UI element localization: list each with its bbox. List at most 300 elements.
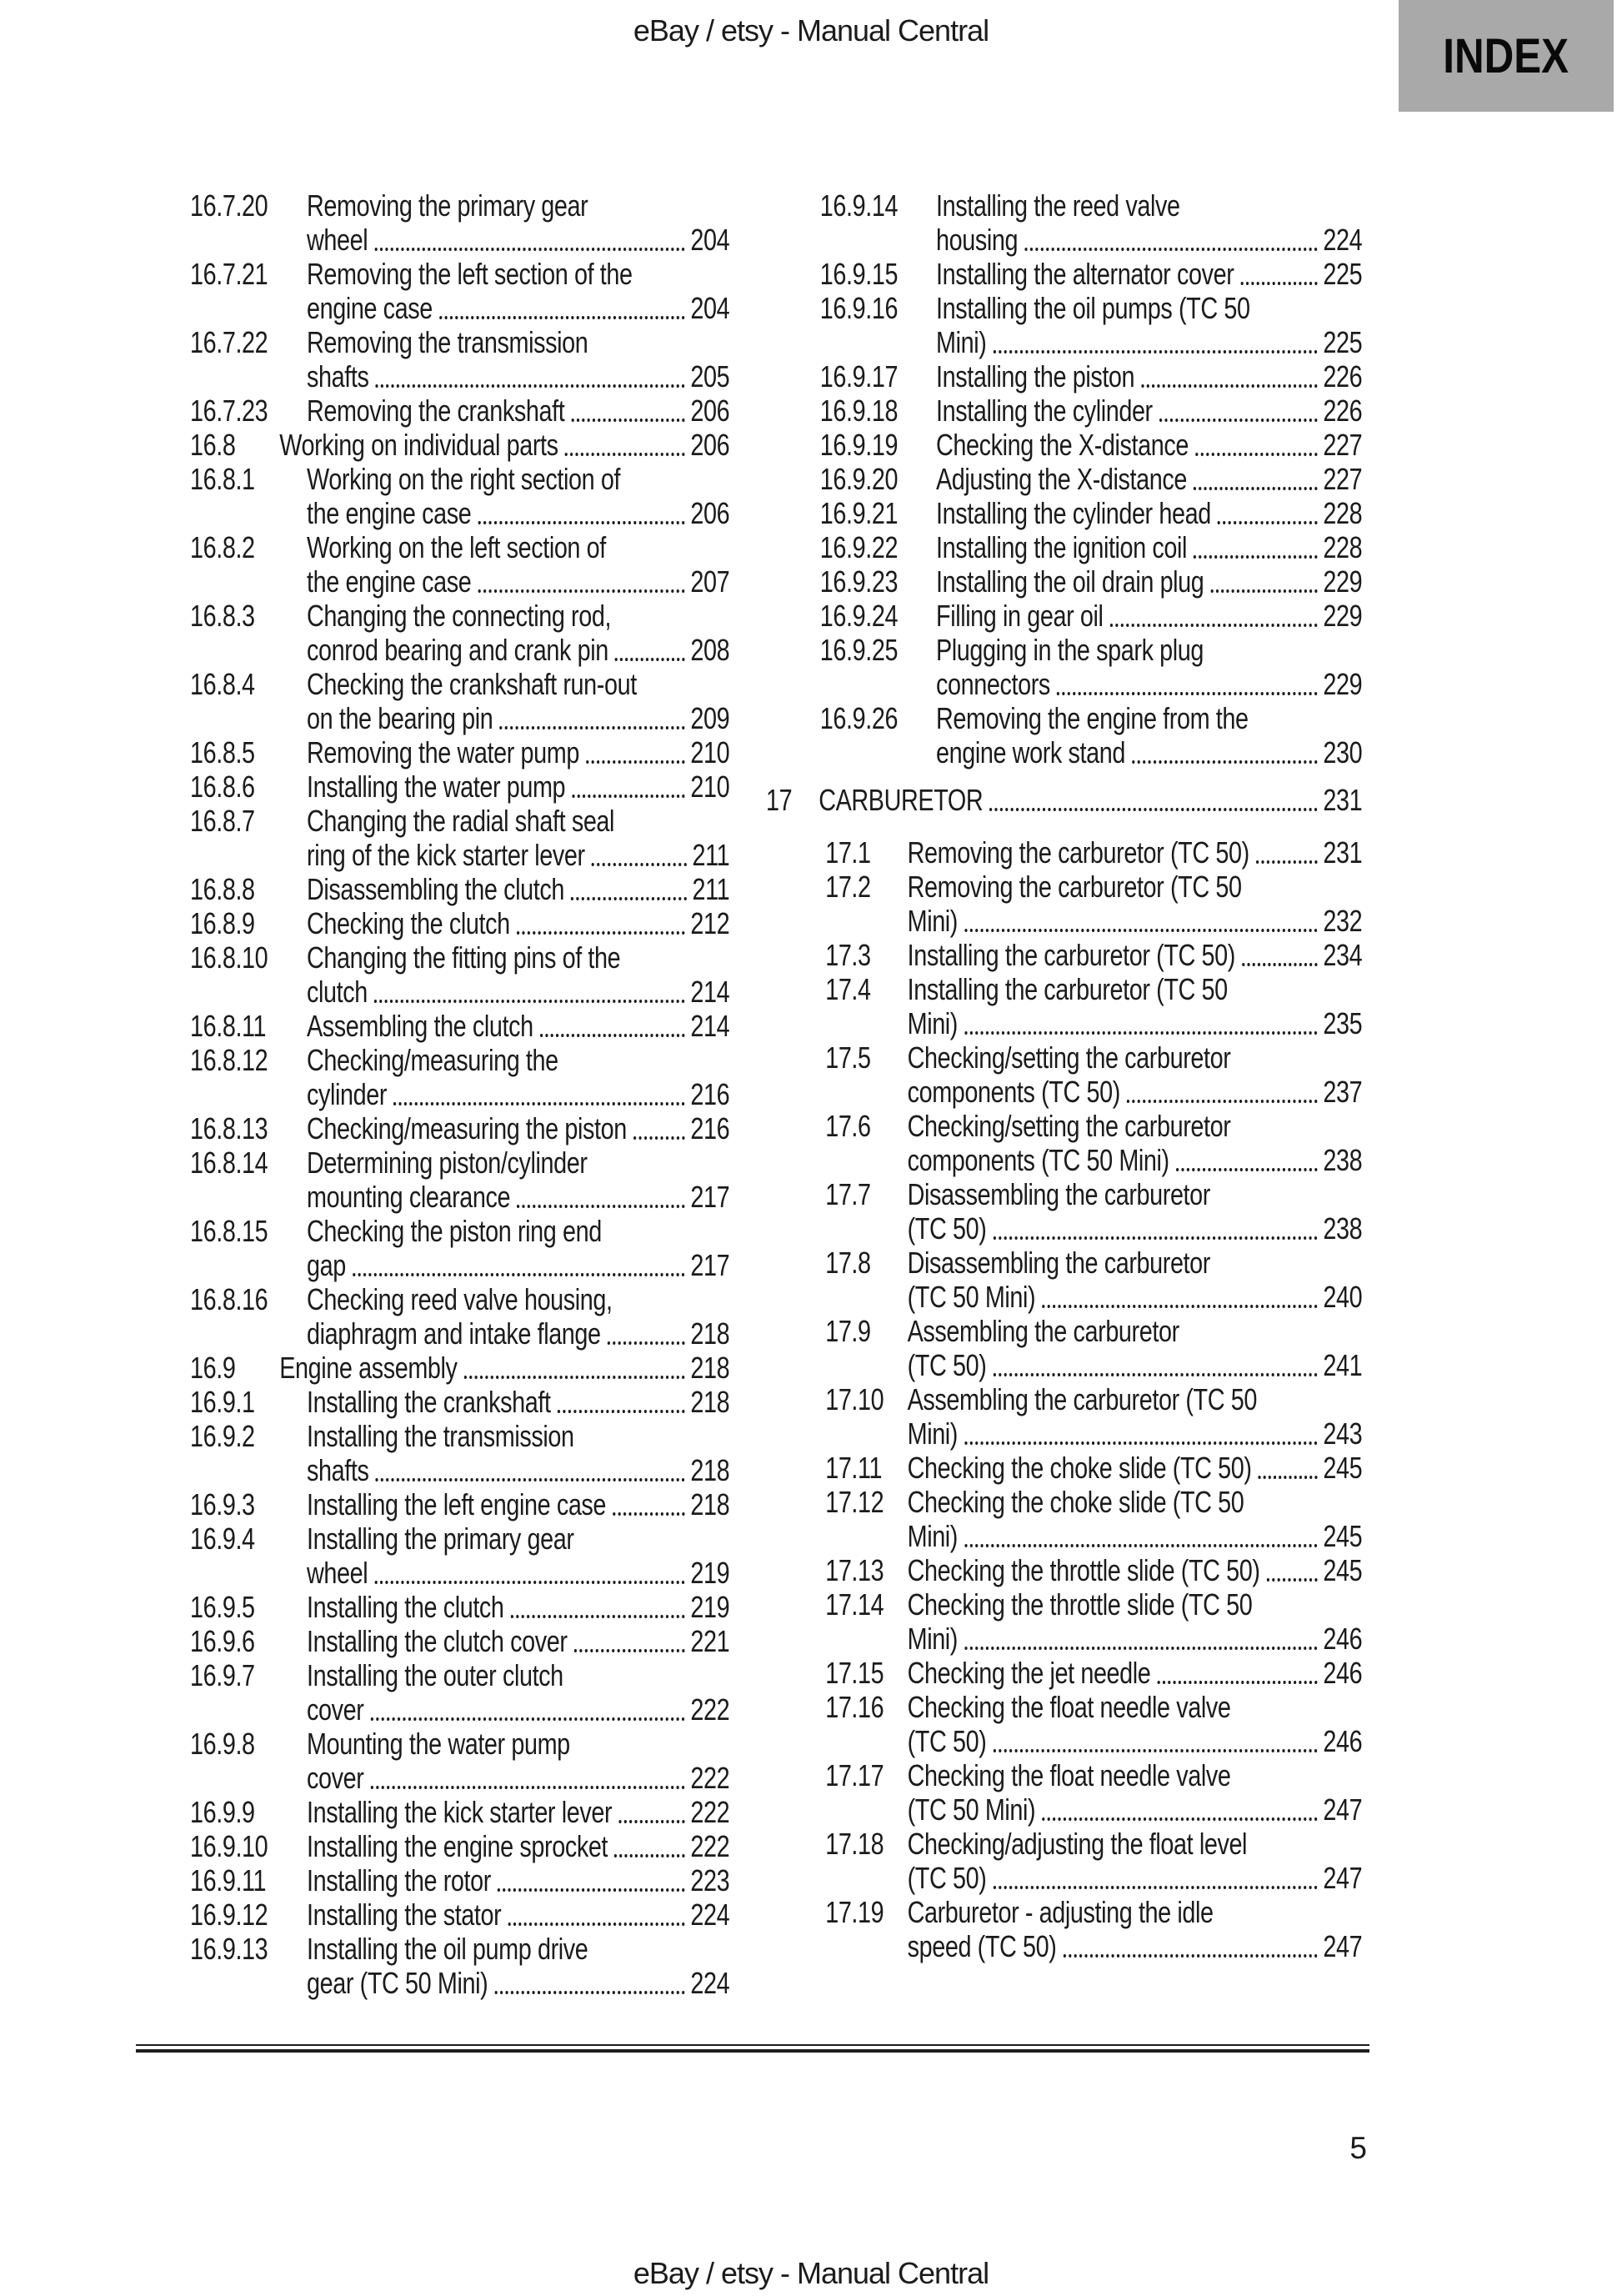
toc-entry-title: Adjusting the X-distance xyxy=(936,462,1187,496)
toc-entry-number: 16.9.9 xyxy=(190,1795,255,1829)
dot-leader xyxy=(517,931,685,935)
dot-leader xyxy=(1127,1100,1318,1103)
toc-entry-number: 16.9.14 xyxy=(819,188,899,223)
toc-entry-page: 206 xyxy=(690,394,730,428)
dot-leader xyxy=(1157,1681,1318,1684)
toc-entry xyxy=(190,257,729,325)
toc-entry-number: 16.9.7 xyxy=(190,1658,255,1692)
dot-leader xyxy=(1240,282,1318,285)
toc-entry-title: Checking/setting the carburetor xyxy=(907,1040,1231,1075)
toc-entry-title: Installing the primary gear xyxy=(307,1521,574,1556)
toc-entry-number: 16.9.19 xyxy=(819,428,899,462)
toc-entry-number: 16.9.20 xyxy=(819,462,899,496)
toc-entry-page: 216 xyxy=(690,1077,730,1111)
toc-entry-title: Checking the jet needle xyxy=(907,1656,1151,1690)
toc-entry-title: Removing the carburetor (TC 50 xyxy=(907,870,1242,904)
toc-entry-title: Removing the primary gear xyxy=(307,188,588,223)
toc-entry-number: 16.8.11 xyxy=(190,1009,267,1043)
toc-entry-title: Installing the engine sprocket xyxy=(307,1829,608,1863)
toc-entry xyxy=(190,1521,729,1590)
toc-entry xyxy=(190,906,729,940)
toc-entry-title: cover xyxy=(307,1692,364,1727)
dot-leader xyxy=(540,1034,685,1037)
toc-entry-title: Installing the cylinder head xyxy=(936,496,1211,530)
toc-entry-number: 16.9.11 xyxy=(190,1863,267,1897)
dot-leader xyxy=(571,419,685,422)
toc-entry-title: cylinder xyxy=(307,1077,388,1111)
dot-leader xyxy=(964,1441,1318,1445)
toc-entry-title: (TC 50) xyxy=(907,1861,987,1895)
toc-entry-page: 204 xyxy=(690,291,730,325)
dot-leader xyxy=(614,1854,685,1857)
toc-entry-title: Mini) xyxy=(907,1006,958,1040)
toc-entry-title: Removing the engine from the xyxy=(936,701,1249,735)
toc-entry-title: Mounting the water pump xyxy=(307,1727,570,1761)
toc-entry-title: shafts xyxy=(307,359,369,394)
toc-entry-title: Assembling the carburetor xyxy=(907,1314,1179,1348)
toc-entry-page: 218 xyxy=(690,1385,730,1419)
toc-entry-page: 214 xyxy=(690,975,730,1009)
toc-entry-title: gear (TC 50 Mini) xyxy=(307,1966,488,2000)
dot-leader xyxy=(374,1000,685,1003)
toc-entry-title: Engine assembly xyxy=(279,1351,458,1385)
toc-entry xyxy=(766,835,1362,870)
toc-entry-title: housing xyxy=(936,223,1019,257)
toc-entry-page: 225 xyxy=(1323,257,1363,291)
toc-entry-page: 227 xyxy=(1323,428,1363,462)
toc-entry-title: Disassembling the carburetor xyxy=(907,1246,1210,1280)
toc-entry-page: 210 xyxy=(690,735,730,770)
toc-entry-title: clutch xyxy=(307,975,368,1009)
dot-leader xyxy=(1194,487,1318,490)
toc-entry-page: 224 xyxy=(690,1966,730,2000)
toc-entry-number: 16.8.10 xyxy=(190,940,268,975)
dot-leader xyxy=(1195,453,1318,456)
toc-entry-title: the engine case xyxy=(307,496,472,530)
dot-leader xyxy=(1210,589,1318,593)
toc-entry-page: 222 xyxy=(690,1795,730,1829)
toc-entry xyxy=(190,1487,729,1521)
toc-entry-title: Changing the connecting rod, xyxy=(307,599,612,633)
toc-entry-number: 16.9.4 xyxy=(190,1521,255,1556)
toc-entry-title: Changing the radial shaft seal xyxy=(307,804,615,838)
toc-entry-title: Removing the left section of the xyxy=(307,257,633,291)
toc-entry-title: Working on individual parts xyxy=(279,428,558,462)
toc-entry-title: Checking the crankshaft run-out xyxy=(307,667,637,701)
toc-entry-page: 230 xyxy=(1323,735,1363,770)
dot-leader xyxy=(592,863,687,866)
toc-entry-number: 16.9.5 xyxy=(190,1590,255,1624)
toc-entry xyxy=(190,1624,729,1658)
toc-entry-page: 228 xyxy=(1323,496,1363,530)
toc-entry-title: Installing the left engine case xyxy=(307,1487,607,1521)
footer-title: eBay / etsy - Manual Central xyxy=(633,2256,989,2290)
toc-entry-number: 16.8.1 xyxy=(190,462,255,496)
toc-entry-number: 16.8.12 xyxy=(190,1043,268,1077)
toc-entry-number: 17.9 xyxy=(825,1314,871,1348)
toc-entry xyxy=(766,291,1362,359)
toc-entry-number: 16.8.2 xyxy=(190,530,255,564)
dot-leader xyxy=(375,384,685,388)
toc-entry-number: 17.1 xyxy=(825,835,871,870)
dot-leader xyxy=(608,1341,685,1345)
dot-leader xyxy=(989,808,1318,811)
toc-entry xyxy=(190,1658,729,1727)
toc-entry-page: 246 xyxy=(1323,1622,1363,1656)
toc-entry-title: the engine case xyxy=(307,564,472,599)
toc-entry xyxy=(190,428,729,462)
toc-entry-page: 223 xyxy=(690,1863,730,1897)
toc-entry-title: cover xyxy=(307,1761,364,1795)
toc-entry-number: 17.2 xyxy=(825,870,871,904)
dot-leader xyxy=(511,1615,685,1618)
toc-entry-number: 16.9.22 xyxy=(819,530,899,564)
dot-leader xyxy=(565,453,685,456)
toc-entry xyxy=(766,359,1362,394)
toc-entry-title: Removing the water pump xyxy=(307,735,579,770)
toc-entry-number: 16.9.23 xyxy=(819,564,899,599)
toc-entry xyxy=(766,1246,1362,1314)
toc-entry-page: 221 xyxy=(690,1624,730,1658)
toc-entry-page: 235 xyxy=(1323,1006,1363,1040)
toc-entry-title: mounting clearance xyxy=(307,1180,511,1214)
toc-entry xyxy=(766,1827,1362,1895)
toc-entry-page: 222 xyxy=(690,1761,730,1795)
toc-entry-number: 17.19 xyxy=(825,1895,884,1929)
toc-entry xyxy=(766,462,1362,496)
toc-entry-number: 17.17 xyxy=(825,1758,884,1792)
toc-entry-title: Mini) xyxy=(907,1416,958,1451)
dot-leader xyxy=(498,1888,685,1892)
dot-leader xyxy=(1194,555,1318,559)
toc-entry-title: (TC 50) xyxy=(907,1211,987,1246)
toc-entry xyxy=(766,701,1362,770)
toc-entry-page: 206 xyxy=(690,496,730,530)
toc-entry xyxy=(190,1897,729,1932)
dot-leader xyxy=(1267,1578,1318,1582)
toc-entry-number: 16.9.21 xyxy=(819,496,899,530)
toc-entry-title: Checking the choke slide (TC 50 xyxy=(907,1485,1244,1519)
toc-entry-title: Checking the clutch xyxy=(307,906,510,940)
toc-entry xyxy=(766,972,1362,1040)
toc-entry xyxy=(190,667,729,735)
toc-entry-title: Installing the carburetor (TC 50) xyxy=(907,938,1235,972)
toc-entry-number: 16.9.1 xyxy=(190,1385,255,1419)
dot-leader xyxy=(478,521,685,524)
toc-entry-title: components (TC 50 Mini) xyxy=(907,1143,1169,1177)
toc-entry-number: 16.7.22 xyxy=(190,325,268,359)
dot-leader xyxy=(1141,384,1318,388)
toc-entry-title: engine work stand xyxy=(936,735,1125,770)
toc-entry-title: Mini) xyxy=(907,1622,958,1656)
index-tab xyxy=(1399,0,1614,112)
toc-entry xyxy=(190,1351,729,1385)
toc-entry-number: 17.6 xyxy=(825,1109,871,1143)
toc-entry-number: 17.7 xyxy=(825,1177,871,1211)
toc-entry-number: 16.8.6 xyxy=(190,770,255,804)
toc-entry-title: Removing the transmission xyxy=(307,325,588,359)
toc-entry-page: 247 xyxy=(1323,1929,1363,1963)
toc-entry xyxy=(766,1758,1362,1827)
toc-entry-title: Assembling the carburetor (TC 50 xyxy=(907,1382,1257,1416)
dot-leader xyxy=(993,1886,1318,1889)
header-title: eBay / etsy - Manual Central xyxy=(633,13,989,48)
toc-entry xyxy=(766,938,1362,972)
toc-entry xyxy=(766,870,1362,938)
toc-entry-title: Installing the transmission xyxy=(307,1419,574,1453)
toc-entry-number: 16.8.15 xyxy=(190,1214,268,1248)
toc-entry-page: 231 xyxy=(1323,835,1363,870)
toc-entry xyxy=(766,428,1362,462)
toc-entry xyxy=(190,770,729,804)
toc-entry-number: 16.9.12 xyxy=(190,1897,268,1932)
dot-leader xyxy=(571,897,687,900)
toc-entry-number: 16.8 xyxy=(190,428,236,462)
toc-entry-title: Mini) xyxy=(907,904,958,938)
dot-leader xyxy=(1063,1954,1317,1958)
index-tab-label: INDEX xyxy=(1443,28,1569,83)
toc-entry-page: 229 xyxy=(1323,667,1363,701)
toc-entry xyxy=(190,1385,729,1419)
toc-entry xyxy=(190,1111,729,1145)
toc-entry-title: Disassembling the clutch xyxy=(307,872,564,906)
toc-entry xyxy=(190,599,729,667)
toc-entry-title: Installing the oil pumps (TC 50 xyxy=(936,291,1250,325)
dot-leader xyxy=(1259,1476,1318,1479)
dot-leader xyxy=(1242,963,1318,966)
dot-leader xyxy=(508,1923,685,1926)
footer-rule-thin xyxy=(136,2044,1369,2046)
toc-entry xyxy=(190,1282,729,1351)
dot-leader xyxy=(439,316,685,319)
toc-entry-number: 16.8.7 xyxy=(190,804,255,838)
toc-entry-title: Disassembling the carburetor xyxy=(907,1177,1210,1211)
toc-entry xyxy=(766,1690,1362,1758)
dot-leader xyxy=(1042,1817,1318,1821)
toc-entry-page: 225 xyxy=(1323,325,1363,359)
toc-entry-title: wheel xyxy=(307,1556,368,1590)
toc-entry-title: Checking the throttle slide (TC 50) xyxy=(907,1553,1260,1587)
toc-entry-title: (TC 50) xyxy=(907,1348,987,1382)
toc-entry xyxy=(766,394,1362,428)
toc-entry-page: 234 xyxy=(1323,938,1363,972)
toc-entry-page: 245 xyxy=(1323,1553,1363,1587)
toc-entry-title: Installing the piston xyxy=(936,359,1135,394)
toc-entry-title: wheel xyxy=(307,223,368,257)
toc-entry xyxy=(190,804,729,872)
toc-entry-page: 207 xyxy=(690,564,730,599)
toc-entry xyxy=(190,872,729,906)
dot-leader xyxy=(464,1376,685,1379)
toc-entry-page: 222 xyxy=(690,1692,730,1727)
dot-leader xyxy=(478,589,685,593)
toc-entry-page: 245 xyxy=(1323,1451,1363,1485)
toc-entry-page: 246 xyxy=(1323,1656,1363,1690)
toc-entry-title: Checking the choke slide (TC 50) xyxy=(907,1451,1252,1485)
toc-entry-title: Installing the carburetor (TC 50 xyxy=(907,972,1228,1006)
toc-entry-page: 219 xyxy=(690,1590,730,1624)
toc-entry-title: Installing the oil drain plug xyxy=(936,564,1204,599)
toc-entry-page: 227 xyxy=(1323,462,1363,496)
dot-leader xyxy=(964,1544,1318,1547)
dot-leader xyxy=(499,726,685,729)
dot-leader xyxy=(1256,860,1318,864)
toc-entry-number: 16.9.16 xyxy=(819,291,899,325)
toc-entry-title: Installing the water pump xyxy=(307,770,566,804)
toc-entry xyxy=(190,940,729,1009)
toc-entry-page: 222 xyxy=(690,1829,730,1863)
toc-entry-page: 245 xyxy=(1323,1519,1363,1553)
toc-entry-title: Installing the clutch xyxy=(307,1590,504,1624)
toc-entry-page: 237 xyxy=(1323,1075,1363,1109)
toc-entry-page: 241 xyxy=(1323,1348,1363,1382)
toc-entry-number: 16.8.13 xyxy=(190,1111,268,1145)
dot-leader xyxy=(618,1820,685,1823)
toc-entry-title: (TC 50 Mini) xyxy=(907,1792,1036,1827)
toc-entry-title: components (TC 50) xyxy=(907,1075,1120,1109)
toc-entry xyxy=(766,1451,1362,1485)
toc-entry-title: Checking the throttle slide (TC 50 xyxy=(907,1587,1253,1622)
toc-entry xyxy=(766,1109,1362,1177)
toc-entry-number: 17.4 xyxy=(825,972,871,1006)
toc-entry-page: 243 xyxy=(1323,1416,1363,1451)
dot-leader xyxy=(370,1717,685,1721)
toc-entry-number: 17.10 xyxy=(825,1382,884,1416)
dot-leader xyxy=(964,1647,1318,1650)
toc-entry-page: 217 xyxy=(690,1248,730,1282)
toc-entry-page: 238 xyxy=(1323,1143,1363,1177)
toc-entry-title: engine case xyxy=(307,291,433,325)
toc-entry-title: Working on the left section of xyxy=(307,530,606,564)
toc-entry-number: 17.8 xyxy=(825,1246,871,1280)
dot-leader xyxy=(633,1136,685,1140)
toc-entry-title: Mini) xyxy=(936,325,987,359)
dot-leader xyxy=(375,1478,685,1481)
toc-entry xyxy=(766,1656,1362,1690)
toc-entry xyxy=(190,1590,729,1624)
toc-entry-page: 204 xyxy=(690,223,730,257)
toc-entry xyxy=(766,633,1362,701)
toc-entry xyxy=(766,257,1362,291)
toc-entry-title: Checking/measuring the piston xyxy=(307,1111,627,1145)
toc-entry-page: 209 xyxy=(690,701,730,735)
toc-entry-number: 17.13 xyxy=(825,1553,884,1587)
dot-leader xyxy=(1218,521,1318,524)
toc-entry-number: 16.9.25 xyxy=(819,633,899,667)
toc-entry xyxy=(190,1043,729,1111)
toc-entry xyxy=(190,1214,729,1282)
toc-entry-number: 16.7.21 xyxy=(190,257,268,291)
toc-entry-page: 226 xyxy=(1323,359,1363,394)
toc-entry-number: 16.8.4 xyxy=(190,667,255,701)
toc-entry-title: Checking the float needle valve xyxy=(907,1758,1231,1792)
dot-leader xyxy=(993,1373,1318,1376)
toc-entry-page: 206 xyxy=(690,428,730,462)
toc-entry-title: Filling in gear oil xyxy=(936,599,1104,633)
toc-entry-page: 224 xyxy=(690,1897,730,1932)
toc-entry xyxy=(766,188,1362,257)
toc-entry-title: Checking reed valve housing, xyxy=(307,1282,613,1316)
toc-entry-title: Installing the ignition coil xyxy=(936,530,1187,564)
toc-entry-page: 229 xyxy=(1323,599,1363,633)
toc-entry-page: 224 xyxy=(1323,223,1363,257)
toc-entry-number: 17.14 xyxy=(825,1587,884,1622)
dot-leader xyxy=(964,1031,1318,1035)
dot-leader xyxy=(370,1786,685,1789)
dot-leader xyxy=(374,248,685,251)
toc-entry-page: 218 xyxy=(690,1487,730,1521)
toc-entry-page: 218 xyxy=(690,1453,730,1487)
toc-entry-title: Checking/measuring the xyxy=(307,1043,558,1077)
dot-leader xyxy=(1057,692,1318,695)
toc-entry-page: 218 xyxy=(690,1316,730,1351)
toc-entry-page: 246 xyxy=(1323,1724,1363,1758)
toc-entry-number: 17.18 xyxy=(825,1827,884,1861)
toc-entry-page: 214 xyxy=(690,1009,730,1043)
toc-entry-title: gap xyxy=(307,1248,346,1282)
toc-entry-title: Removing the carburetor (TC 50) xyxy=(907,835,1249,870)
toc-entry-title: Checking the X-distance xyxy=(936,428,1189,462)
toc-entry-page: 217 xyxy=(690,1180,730,1214)
toc-entry-title: Installing the alternator cover xyxy=(936,257,1234,291)
dot-leader xyxy=(1176,1168,1318,1171)
toc-entry-title: CARBURETOR xyxy=(819,783,984,817)
dot-leader xyxy=(1024,248,1318,251)
toc-entry xyxy=(766,1553,1362,1587)
toc-entry-title: Checking the piston ring end xyxy=(307,1214,602,1248)
toc-entry-page: 247 xyxy=(1323,1861,1363,1895)
toc-entry xyxy=(190,462,729,530)
toc-entry-page: 226 xyxy=(1323,394,1363,428)
dot-leader xyxy=(1132,760,1318,764)
toc-entry-title: Checking the float needle valve xyxy=(907,1690,1231,1724)
toc-entry-title: Installing the stator xyxy=(307,1897,502,1932)
dot-leader xyxy=(1159,419,1318,422)
toc-entry-number: 17.11 xyxy=(825,1451,883,1485)
dot-leader xyxy=(558,1410,685,1413)
toc-entry xyxy=(766,1314,1362,1382)
toc-entry-title: Removing the crankshaft xyxy=(307,394,565,428)
toc-entry-number: 16.9.3 xyxy=(190,1487,255,1521)
dot-leader xyxy=(993,350,1318,353)
toc-entry-number: 16.9.15 xyxy=(819,257,899,291)
toc-entry-page: 219 xyxy=(690,1556,730,1590)
dot-leader xyxy=(494,1991,685,1994)
toc-entry-page: 212 xyxy=(690,906,730,940)
toc-entry-page: 205 xyxy=(690,359,730,394)
toc-entry-number: 17.12 xyxy=(825,1485,884,1519)
dot-leader xyxy=(517,1205,685,1208)
toc-entry-title: Plugging in the spark plug xyxy=(936,633,1204,667)
toc-entry xyxy=(766,1587,1362,1656)
toc-entry-title: Installing the outer clutch xyxy=(307,1658,563,1692)
toc-entry xyxy=(766,1895,1362,1963)
toc-entry-page: 210 xyxy=(690,770,730,804)
toc-entry-number: 16.8.5 xyxy=(190,735,255,770)
toc-entry-number: 16.9.8 xyxy=(190,1727,255,1761)
dot-leader xyxy=(393,1102,685,1105)
toc-entry xyxy=(190,1829,729,1863)
dot-leader xyxy=(993,1236,1318,1240)
toc-entry-number: 16.8.3 xyxy=(190,599,255,633)
toc-entry-title: (TC 50) xyxy=(907,1724,987,1758)
toc-entry xyxy=(190,188,729,257)
toc-entry-number: 16.9.2 xyxy=(190,1419,255,1453)
dot-leader xyxy=(1110,624,1318,627)
toc-entry-title: Determining piston/cylinder xyxy=(307,1145,588,1180)
toc-entry-number: 17.5 xyxy=(825,1040,871,1075)
toc-entry xyxy=(190,1727,729,1795)
